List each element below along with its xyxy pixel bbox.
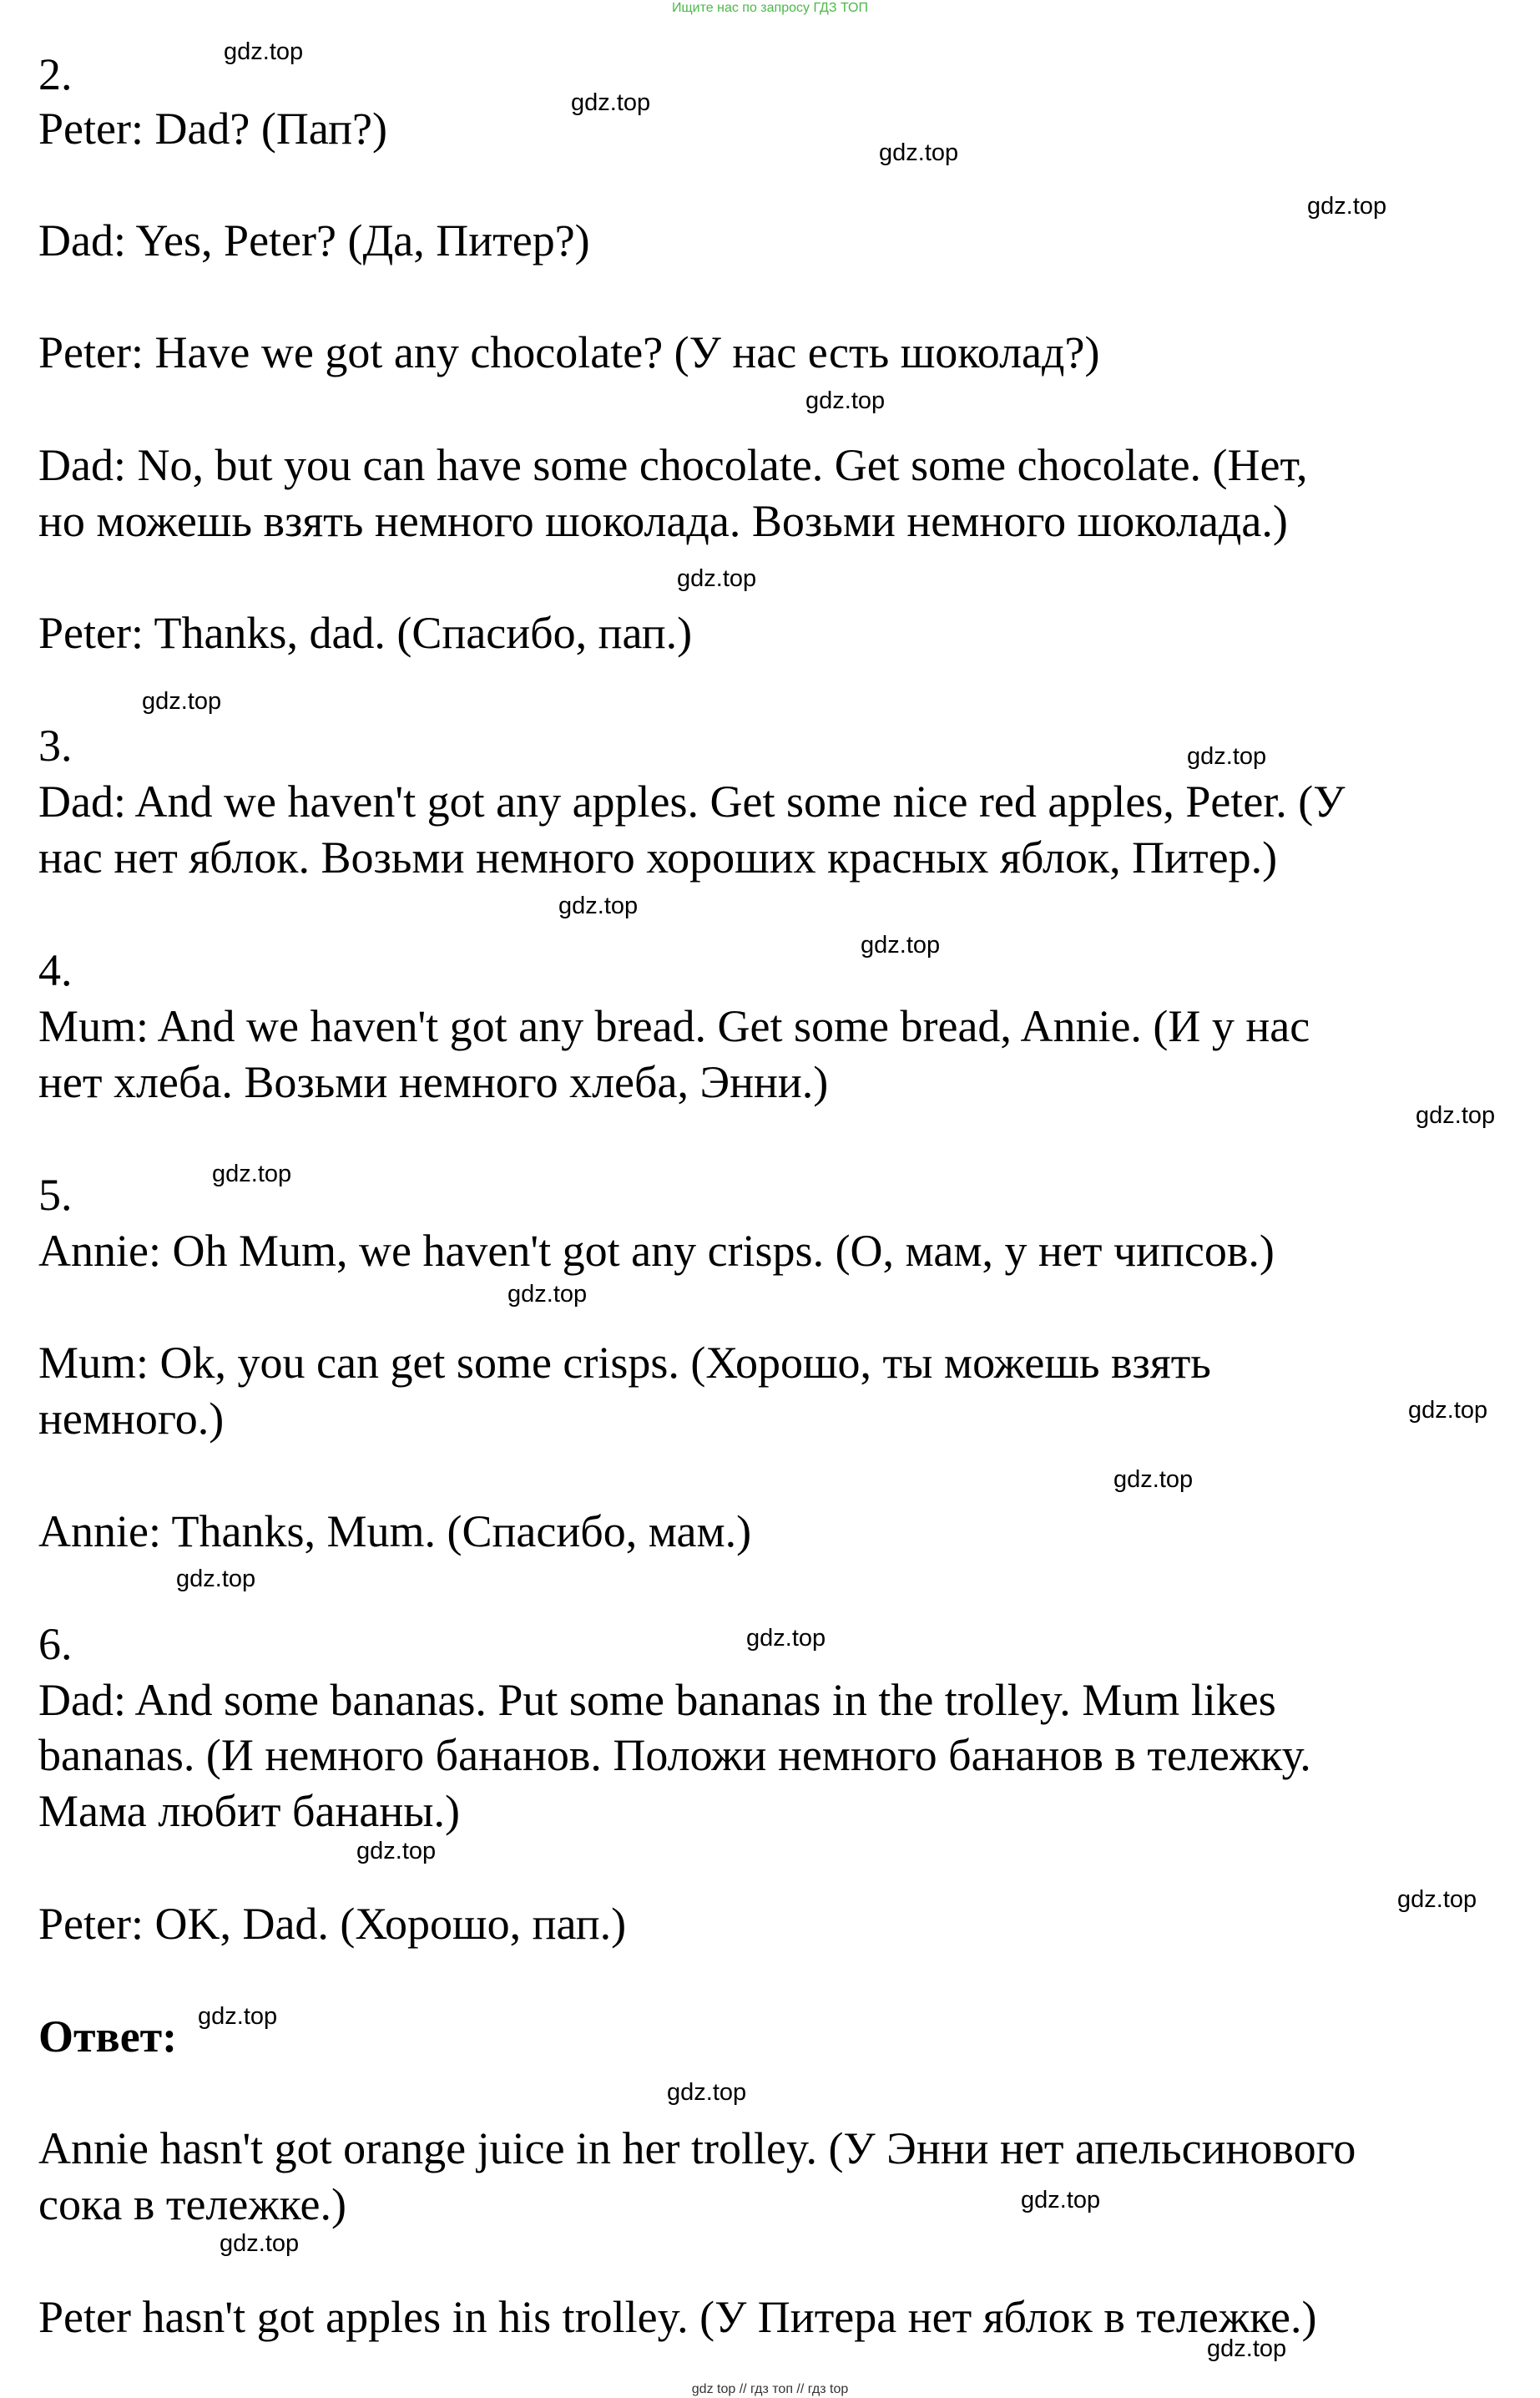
dialogue-line: немного.) <box>38 1394 225 1444</box>
header-banner: Ищите нас по запросу ГДЗ ТОП <box>672 1 868 15</box>
watermark: gdz.top <box>1416 1102 1496 1129</box>
watermark: gdz.top <box>667 2079 747 2106</box>
watermark: gdz.top <box>198 2003 278 2030</box>
section-number-6: 6. <box>38 1619 73 1669</box>
watermark: gdz.top <box>1307 193 1387 220</box>
section-number-2: 2. <box>38 49 73 99</box>
watermark: gdz.top <box>571 89 651 116</box>
dialogue-line: Dad: And we haven't got any apples. Get some nice red apples, Peter. (У <box>38 777 1346 827</box>
footer-banner: gdz top // гдз топ // гдз top <box>691 2382 849 2396</box>
watermark: gdz.top <box>176 1566 256 1592</box>
dialogue-line: Peter: Thanks, dad. (Спасибо, пап.) <box>38 608 693 658</box>
answer-line: Peter hasn't got apples in his trolley. (У Питера нет яблок в тележке.) <box>38 2292 1317 2342</box>
watermark: gdz.top <box>356 1838 437 1864</box>
dialogue-line: bananas. (И немного бананов. Положи немного бананов в тележку. <box>38 1730 1311 1780</box>
dialogue-line: Mum: And we haven't got any bread. Get some bread, Annie. (И у нас <box>38 1001 1310 1051</box>
answer-heading: Ответ: <box>38 2011 178 2062</box>
watermark: gdz.top <box>746 1625 826 1652</box>
dialogue-line: Peter: Dad? (Пап?) <box>38 104 387 154</box>
watermark: gdz.top <box>879 139 959 166</box>
watermark: gdz.top <box>861 932 941 959</box>
dialogue-line: нас нет яблок. Возьми немного хороших красных яблок, Питер.) <box>38 832 1278 883</box>
watermark: gdz.top <box>558 893 639 919</box>
dialogue-line: нет хлеба. Возьми немного хлеба, Энни.) <box>38 1057 829 1107</box>
section-number-5: 5. <box>38 1170 73 1220</box>
dialogue-line: Dad: No, but you can have some chocolate. Get some chocolate. (Нет, <box>38 440 1308 490</box>
watermark: gdz.top <box>507 1281 588 1308</box>
watermark: gdz.top <box>212 1161 292 1187</box>
dialogue-line: Peter: Have we got any chocolate? (У нас есть шоколад?) <box>38 327 1100 377</box>
watermark: gdz.top <box>1187 743 1267 770</box>
dialogue-line: но можешь взять немного шоколада. Возьми немного шоколада.) <box>38 496 1288 546</box>
watermark: gdz.top <box>224 38 304 65</box>
dialogue-line: Dad: And some bananas. Put some bananas in the trolley. Mum likes <box>38 1675 1276 1725</box>
watermark: gdz.top <box>1408 1397 1488 1424</box>
dialogue-line: Peter: OK, Dad. (Хорошо, пап.) <box>38 1899 627 1949</box>
watermark: gdz.top <box>1397 1886 1477 1913</box>
dialogue-line: Annie: Oh Mum, we haven't got any crisps. (О, мам, у нет чипсов.) <box>38 1226 1275 1276</box>
watermark: gdz.top <box>220 2230 300 2257</box>
watermark: gdz.top <box>1207 2335 1287 2362</box>
answer-line: Annie hasn't got orange juice in her trolley. (У Энни нет апельсинового <box>38 2123 1356 2173</box>
section-number-4: 4. <box>38 945 73 995</box>
watermark: gdz.top <box>805 387 886 414</box>
answer-line: сока в тележке.) <box>38 2179 346 2229</box>
watermark: gdz.top <box>1021 2187 1101 2213</box>
watermark: gdz.top <box>142 688 222 715</box>
section-number-3: 3. <box>38 721 73 771</box>
dialogue-line: Annie: Thanks, Mum. (Спасибо, мам.) <box>38 1506 752 1556</box>
dialogue-line: Mum: Ok, you can get some crisps. (Хорошо, ты можешь взять <box>38 1338 1211 1388</box>
dialogue-line: Мама любит бананы.) <box>38 1786 460 1836</box>
watermark: gdz.top <box>677 565 757 592</box>
dialogue-line: Dad: Yes, Peter? (Да, Питер?) <box>38 215 590 266</box>
watermark: gdz.top <box>1113 1466 1194 1493</box>
